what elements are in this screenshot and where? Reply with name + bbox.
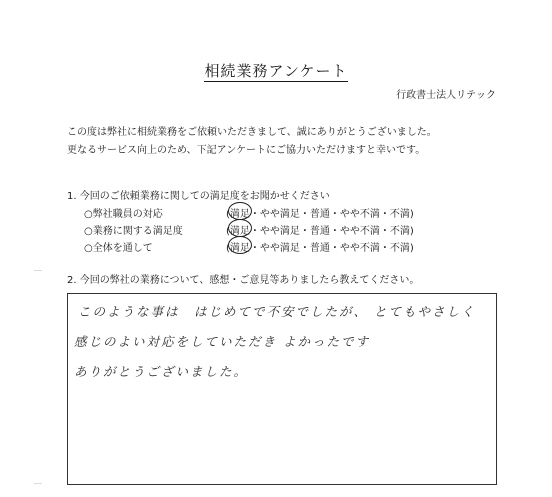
question-1-heading: 1. 今回のご依頼業務に関しての満足度をお聞かせください [67, 191, 330, 202]
page-title: 相続業務アンケート [204, 62, 348, 80]
circled-answer-mark [228, 236, 252, 254]
question-1-item-service: ○業務に関する満足度 [84, 226, 183, 237]
answer-box [67, 293, 497, 485]
question-1-item-overall: ○全体を通して [84, 243, 153, 254]
question-2-heading: 2. 今回の弊社の業務について、感想・ご意見等ありましたら教えてください。 [67, 275, 420, 286]
handwritten-answer-line-2: 感じのよい対応をしていただき よかったです [74, 334, 370, 349]
handwritten-answer-line-3: ありがとうございました。 [74, 364, 249, 379]
intro-line-1: この度は弊社に相続業務をご依頼いただきまして、誠にありがとうございました。 [67, 127, 437, 138]
circled-answer-mark [228, 202, 252, 220]
question-1-choices-service: (満足・やや満足・普通・やや不満・不満) [226, 222, 414, 237]
handwritten-answer-line-1: このような事は はじめてで不安でしたが、 とてもやさしく [78, 304, 476, 319]
company-name: 行政書士法人リテック [396, 90, 496, 101]
scan-mark [34, 270, 42, 271]
question-1-choices-overall: (満足・やや満足・普通・やや不満・不満) [226, 239, 414, 254]
intro-line-2: 更なるサービス向上のため、下記アンケートにご協力いただけますと幸いです。 [67, 145, 426, 156]
question-1-choices-staff: (満足・やや満足・普通・やや不満・不満) [226, 205, 414, 220]
circled-answer-mark [228, 219, 252, 237]
question-1-item-staff: ○弊社職員の対応 [84, 209, 163, 220]
scan-mark [34, 483, 42, 484]
